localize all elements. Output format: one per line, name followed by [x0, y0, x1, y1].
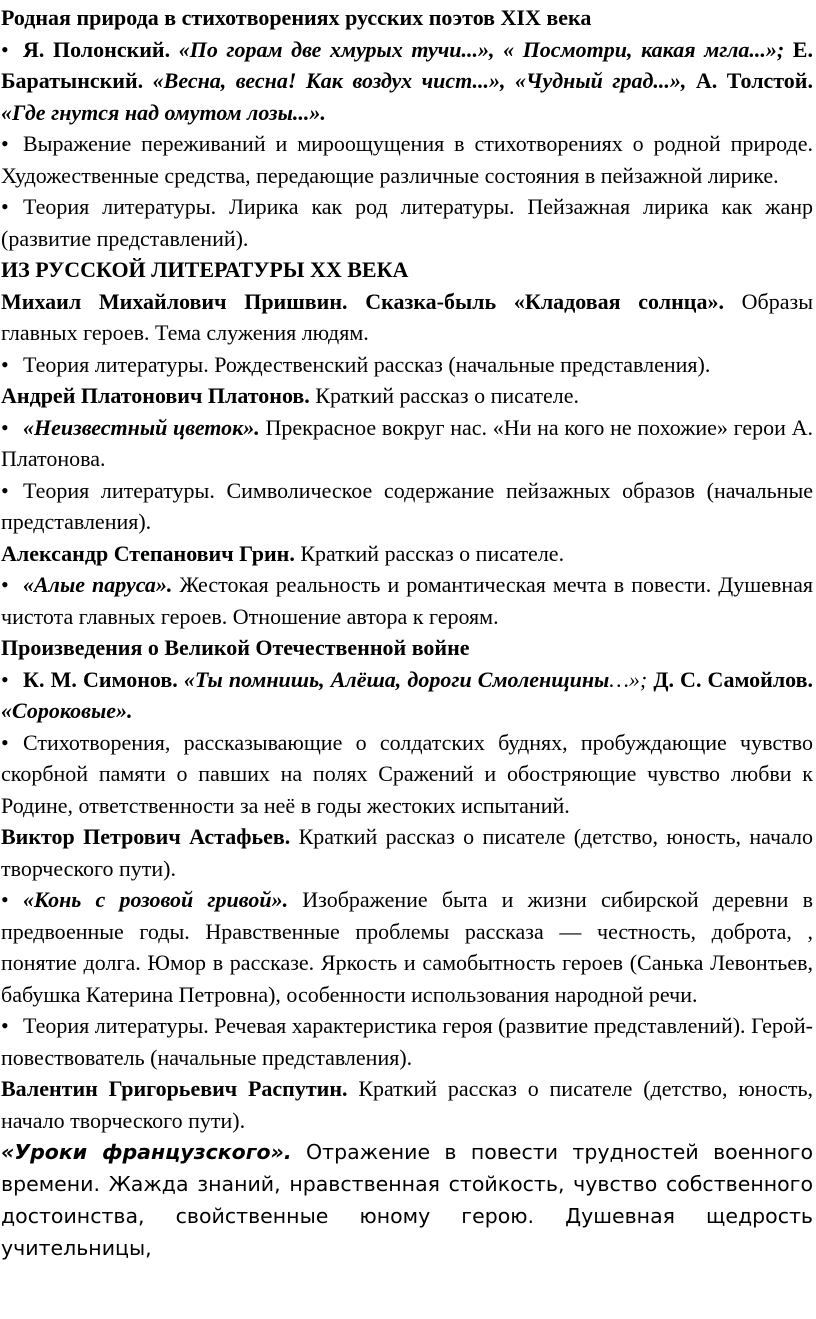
emphasis-run: Валентин Григорьевич Распутин.: [1, 1076, 348, 1101]
text-run: Краткий рассказ о писателе (детство, юность, начало творческого пути).: [1, 824, 813, 881]
bullet-paragraph: [0, 884, 816, 1010]
emphasis-run: «Неизвестный цветок».: [23, 414, 260, 440]
text-run: Стихотворения, рассказывающие о солдатских буднях, пробуждающие чувство скорбной памяти о павших на полях Сражений и обостряющие чувство любви к Родине, ответственности за неё в годы жестоких испытаний.: [1, 729, 813, 818]
paragraph: [0, 821, 816, 884]
bullet-marker: •: [1, 351, 9, 377]
bullet-paragraph: [0, 412, 816, 475]
text-run: Изображение быта и жизни сибирской деревни в предвоенные годы. Нравственные проблемы рассказа — честность, доброта, , понятие долга. Юмор в рассказе. Яркость и самобытность героев (Санька Левонтьев, бабушка Катерина Петровна), особенности использования народной речи.: [1, 887, 813, 1007]
paragraph: [0, 286, 816, 349]
bullet-marker: •: [1, 887, 9, 912]
emphasis-run: Андрей Платонович Платонов.: [1, 383, 310, 408]
emphasis-run: К. М. Симонов.: [23, 666, 184, 692]
text-run: Прекрасное вокруг нас. «Ни на кого не похожие» герои А. Платонова.: [1, 414, 813, 471]
emphasis-run: «Где гнутся над омутом лозы...».: [1, 99, 326, 125]
paragraph: [0, 538, 816, 570]
emphasis-run: Александр Степанович Грин.: [1, 540, 295, 566]
emphasis-run: «Уроки французского».: [1, 1140, 292, 1164]
emphasis-run: «Ты помнишь, Алёша, дороги Смоленщины: [183, 666, 610, 692]
bullet-paragraph: [0, 1010, 816, 1073]
text-run: Теория литературы. Символическое содержание пейзажных образов (начальные представления).: [1, 477, 813, 534]
bullet-marker: •: [1, 36, 9, 62]
text-run: Отражение в повести трудностей военного времени. Жажда знаний, нравственная стойкость, чувство собственного достоинства, свойственные юному герою. Душевная щедрость учительницы,: [1, 1140, 813, 1260]
emphasis-run: Родная природа в стихотворениях русских поэтов XIX века: [1, 5, 592, 30]
text-run: Теория литературы. Рождественский рассказ (начальные представления).: [23, 351, 711, 377]
bullet-paragraph: [0, 34, 816, 129]
text-run: Жестокая реальность и романтическая мечта в повести. Душевная чистота главных героев. Отношение автора к героям.: [1, 572, 813, 629]
emphasis-run: Михаил Михайлович Пришвин. Сказка-быль «Кладовая солнца».: [1, 288, 724, 314]
section-heading: [0, 254, 816, 286]
text-run: Теория литературы. Речевая характеристика героя (развитие представлений). Герой-повествователь (начальные представления).: [1, 1013, 813, 1070]
bullet-marker: •: [1, 194, 9, 219]
emphasis-run: «Алые паруса».: [23, 572, 173, 597]
bullet-paragraph: [0, 191, 816, 254]
emphasis-run: «Конь с розовой гривой».: [23, 887, 289, 912]
bullet-paragraph: [0, 349, 816, 381]
bullet-paragraph: [0, 128, 816, 191]
text-run: Выражение переживаний и мироощущения в стихотворениях о родной природе. Художественные средства, передающие различные состояния в пейзажной лирике.: [1, 131, 813, 188]
section-heading: [0, 632, 816, 664]
paragraph: [0, 1073, 816, 1136]
emphasis-run: «По горам две хмурых тучи...», « Посмотри, какая мгла...»;: [178, 36, 785, 62]
bullet-paragraph: [0, 664, 816, 727]
emphasis-run: «Весна, весна! Как воздух чист...», «Чудный град...»,: [152, 68, 687, 93]
bullet-marker: •: [1, 1013, 9, 1038]
bullet-paragraph: [0, 475, 816, 538]
emphasis-run: Д. С. Самойлов.: [647, 666, 813, 692]
text-run: Теория литературы. Лирика как род литературы. Пейзажная лирика как жанр (развитие представлений).: [1, 194, 813, 251]
paragraph: [0, 380, 816, 412]
emphasis-run: «Сороковые».: [1, 698, 133, 723]
bullet-marker: •: [1, 414, 9, 440]
emphasis-run: Виктор Петрович Астафьев.: [1, 824, 291, 849]
text-run: Образы главных героев. Тема служения людям.: [1, 288, 813, 345]
bullet-marker: •: [1, 729, 9, 755]
emphasis-run: Е. Баратынский.: [1, 36, 813, 93]
bullet-paragraph: [0, 569, 816, 632]
text-run: Краткий рассказ о писателе (детство, юность, начало творческого пути).: [1, 1076, 813, 1133]
bullet-marker: •: [1, 666, 9, 692]
bullet-marker: •: [1, 477, 9, 503]
bullet-marker: •: [1, 572, 9, 597]
paragraph: [0, 1136, 816, 1264]
bullet-marker: •: [1, 131, 9, 156]
bullet-paragraph: [0, 727, 816, 822]
emphasis-run: ИЗ РУССКОЙ ЛИТЕРАТУРЫ XX ВЕКА: [1, 257, 409, 282]
emphasis-run: …»;: [609, 666, 648, 692]
emphasis-run: А. Толстой.: [686, 68, 813, 93]
text-run: Краткий рассказ о писателе.: [294, 540, 565, 566]
emphasis-run: Я. Полонский.: [23, 36, 179, 62]
section-heading: [0, 2, 816, 34]
text-run: Краткий рассказ о писателе.: [309, 383, 580, 408]
emphasis-run: Произведения о Великой Отечественной войне: [1, 635, 470, 660]
